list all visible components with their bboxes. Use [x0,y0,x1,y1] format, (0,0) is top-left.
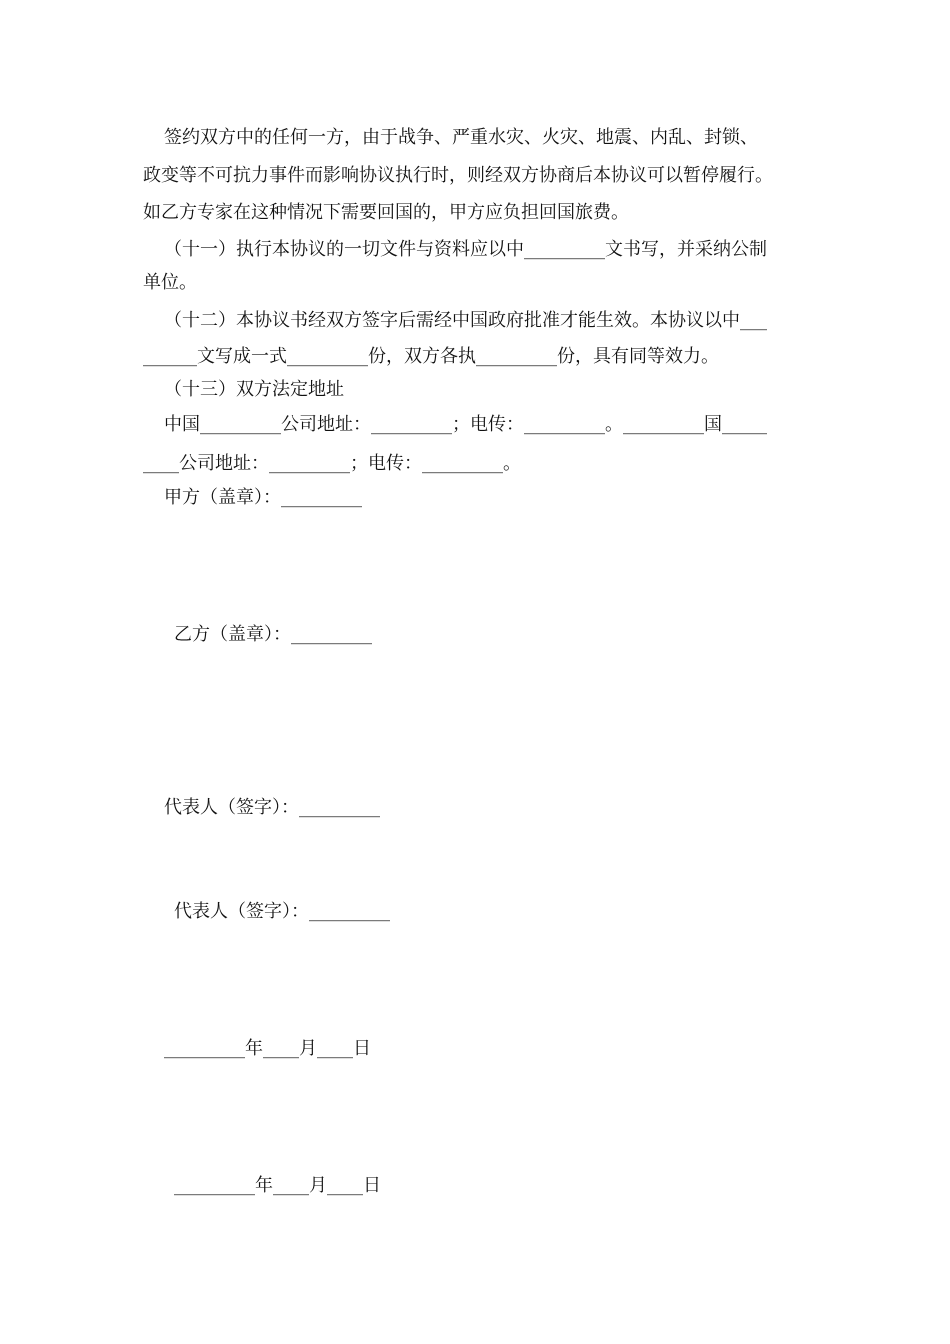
paragraph-force-majeure-line-2: 政变等不可抗力事件而影响协议执行时，则经双方协商后本协议可以暂停履行。 [143,165,773,186]
paragraph-force-majeure-line-1: 签约双方中的任何一方，由于战争、严重水灾、火灾、地震、内乱、封锁、 [164,127,758,148]
clause-12-line-1: （十二）本协议书经双方签字后需经中国政府批准才能生效。本协议以中___ [164,310,767,331]
clause-11-line-2: 单位。 [143,272,197,293]
clause-13-heading: （十三）双方法定地址 [164,379,344,400]
address-line-2: ____公司地址：_________；电传：_________。 [143,453,521,474]
paragraph-force-majeure-line-3: 如乙方专家在这种情况下需要回国的，甲方应负担回国旅费。 [143,202,629,223]
date-line-a: _________年____月____日 [164,1038,371,1059]
date-line-b: _________年____月____日 [174,1175,381,1196]
representative-signature-b: 代表人（签字）：_________ [174,901,390,922]
clause-12-line-2: ______文写成一式_________份，双方各执_________份，具有同等效力。 [143,346,719,367]
party-b-seal: 乙方（盖章）：_________ [174,624,372,645]
party-a-seal: 甲方（盖章）：_________ [164,487,362,508]
representative-signature-a: 代表人（签字）：_________ [164,797,380,818]
address-line-1: 中国_________公司地址：_________；电传：_________。_________国_____ [164,414,767,435]
clause-11-line-1: （十一）执行本协议的一切文件与资料应以中_________文书写，并采纳公制 [164,239,767,260]
